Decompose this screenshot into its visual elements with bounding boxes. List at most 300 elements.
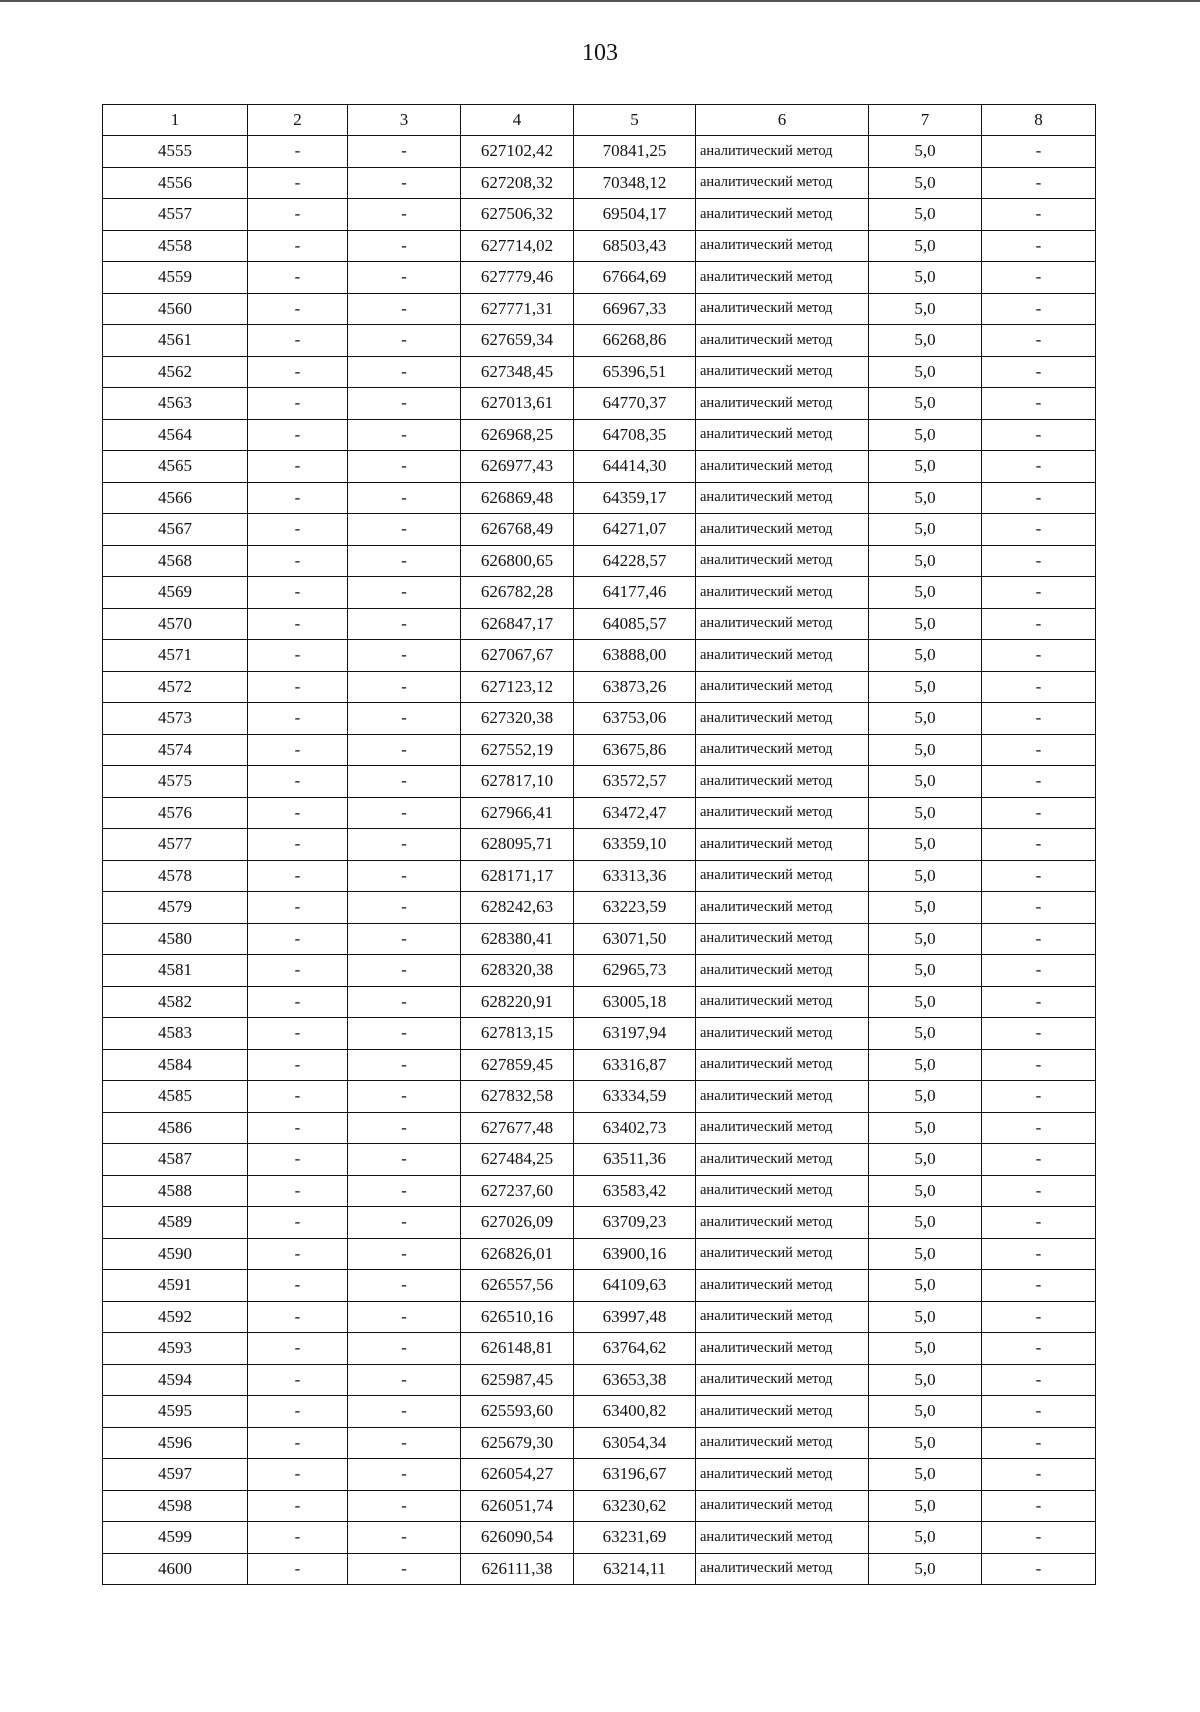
cell-col-2: - [248,482,348,514]
cell-coord-y: 66967,33 [574,293,696,325]
cell-col-3: - [348,514,461,546]
cell-accuracy: 5,0 [869,703,982,735]
cell-coord-y: 63997,48 [574,1301,696,1333]
cell-col-8: - [982,608,1096,640]
cell-col-2: - [248,1459,348,1491]
cell-method: аналитический метод [696,1238,869,1270]
cell-col-3: - [348,577,461,609]
cell-accuracy: 5,0 [869,608,982,640]
cell-col-8: - [982,1049,1096,1081]
cell-coord-y: 63223,59 [574,892,696,924]
cell-col-8: - [982,1553,1096,1585]
table-row [103,1112,1096,1144]
cell-col-2: - [248,514,348,546]
cell-accuracy: 5,0 [869,545,982,577]
cell-col-8: - [982,703,1096,735]
cell-method: аналитический метод [696,892,869,924]
cell-accuracy: 5,0 [869,923,982,955]
cell-col-2: - [248,577,348,609]
table-row [103,167,1096,199]
cell-point-number: 4599 [103,1522,248,1554]
cell-method: аналитический метод [696,1396,869,1428]
cell-coord-y: 63653,38 [574,1364,696,1396]
cell-method: аналитический метод [696,167,869,199]
cell-col-3: - [348,986,461,1018]
cell-coord-x: 626051,74 [461,1490,574,1522]
cell-method: аналитический метод [696,703,869,735]
cell-col-2: - [248,671,348,703]
table-row [103,1459,1096,1491]
cell-point-number: 4583 [103,1018,248,1050]
cell-col-2: - [248,640,348,672]
cell-point-number: 4558 [103,230,248,262]
cell-col-8: - [982,577,1096,609]
cell-col-2: - [248,451,348,483]
cell-col-3: - [348,199,461,231]
cell-col-3: - [348,1081,461,1113]
table-row [103,230,1096,262]
cell-method: аналитический метод [696,1364,869,1396]
cell-coord-y: 63005,18 [574,986,696,1018]
cell-method: аналитический метод [696,671,869,703]
cell-point-number: 4592 [103,1301,248,1333]
cell-coord-x: 628095,71 [461,829,574,861]
cell-coord-x: 627123,12 [461,671,574,703]
table-row [103,797,1096,829]
cell-point-number: 4594 [103,1364,248,1396]
cell-col-2: - [248,1522,348,1554]
cell-point-number: 4578 [103,860,248,892]
table-row [103,514,1096,546]
cell-col-3: - [348,1553,461,1585]
cell-point-number: 4587 [103,1144,248,1176]
table-row [103,766,1096,798]
cell-coord-x: 626847,17 [461,608,574,640]
cell-col-8: - [982,1364,1096,1396]
cell-col-3: - [348,262,461,294]
cell-coord-x: 627714,02 [461,230,574,262]
cell-coord-x: 626826,01 [461,1238,574,1270]
cell-col-8: - [982,325,1096,357]
cell-accuracy: 5,0 [869,262,982,294]
cell-col-2: - [248,1333,348,1365]
cell-point-number: 4595 [103,1396,248,1428]
cell-col-3: - [348,136,461,168]
cell-coord-y: 64359,17 [574,482,696,514]
cell-method: аналитический метод [696,1459,869,1491]
table-row [103,199,1096,231]
cell-coord-y: 69504,17 [574,199,696,231]
cell-col-8: - [982,199,1096,231]
cell-point-number: 4590 [103,1238,248,1270]
cell-col-8: - [982,1333,1096,1365]
cell-coord-y: 63873,26 [574,671,696,703]
table-row [103,1364,1096,1396]
cell-method: аналитический метод [696,577,869,609]
cell-coord-x: 627320,38 [461,703,574,735]
cell-col-2: - [248,923,348,955]
cell-coord-y: 63313,36 [574,860,696,892]
cell-accuracy: 5,0 [869,1396,982,1428]
cell-method: аналитический метод [696,860,869,892]
cell-col-3: - [348,1238,461,1270]
cell-accuracy: 5,0 [869,1112,982,1144]
table-row [103,1049,1096,1081]
cell-accuracy: 5,0 [869,1490,982,1522]
cell-col-2: - [248,860,348,892]
cell-method: аналитический метод [696,136,869,168]
cell-coord-x: 628320,38 [461,955,574,987]
cell-point-number: 4559 [103,262,248,294]
cell-col-3: - [348,419,461,451]
cell-accuracy: 5,0 [869,829,982,861]
cell-coord-x: 627237,60 [461,1175,574,1207]
cell-coord-x: 627779,46 [461,262,574,294]
cell-point-number: 4580 [103,923,248,955]
cell-col-3: - [348,1144,461,1176]
cell-col-2: - [248,1490,348,1522]
table-row [103,986,1096,1018]
cell-method: аналитический метод [696,1490,869,1522]
cell-point-number: 4600 [103,1553,248,1585]
cell-col-8: - [982,262,1096,294]
table-row [103,1396,1096,1428]
cell-accuracy: 5,0 [869,482,982,514]
cell-col-8: - [982,356,1096,388]
cell-coord-y: 63888,00 [574,640,696,672]
cell-col-2: - [248,797,348,829]
cell-accuracy: 5,0 [869,986,982,1018]
cell-col-2: - [248,986,348,1018]
cell-coord-x: 626510,16 [461,1301,574,1333]
cell-coord-x: 626557,56 [461,1270,574,1302]
column-header-8: 8 [982,105,1096,136]
column-header-3: 3 [348,105,461,136]
cell-point-number: 4572 [103,671,248,703]
cell-col-3: - [348,671,461,703]
cell-col-8: - [982,986,1096,1018]
cell-coord-y: 63675,86 [574,734,696,766]
cell-method: аналитический метод [696,1553,869,1585]
table-row [103,1018,1096,1050]
cell-col-8: - [982,734,1096,766]
cell-coord-x: 626968,25 [461,419,574,451]
cell-coord-y: 63402,73 [574,1112,696,1144]
page-number: 103 [582,40,618,66]
cell-col-2: - [248,734,348,766]
cell-coord-y: 63900,16 [574,1238,696,1270]
cell-coord-y: 63197,94 [574,1018,696,1050]
cell-col-2: - [248,1112,348,1144]
cell-coord-y: 63764,62 [574,1333,696,1365]
cell-col-2: - [248,1301,348,1333]
cell-col-3: - [348,1207,461,1239]
cell-accuracy: 5,0 [869,136,982,168]
cell-coord-y: 65396,51 [574,356,696,388]
cell-coord-y: 63054,34 [574,1427,696,1459]
table-row [103,262,1096,294]
cell-coord-x: 627771,31 [461,293,574,325]
table-row [103,1175,1096,1207]
cell-method: аналитический метод [696,388,869,420]
cell-col-3: - [348,388,461,420]
cell-method: аналитический метод [696,1270,869,1302]
cell-point-number: 4560 [103,293,248,325]
cell-col-8: - [982,766,1096,798]
cell-accuracy: 5,0 [869,199,982,231]
cell-col-2: - [248,1049,348,1081]
table-row [103,703,1096,735]
cell-accuracy: 5,0 [869,1207,982,1239]
cell-col-8: - [982,671,1096,703]
cell-accuracy: 5,0 [869,1522,982,1554]
cell-col-8: - [982,419,1096,451]
table-row [103,419,1096,451]
cell-coord-y: 64177,46 [574,577,696,609]
cell-coord-y: 63071,50 [574,923,696,955]
cell-coord-x: 627677,48 [461,1112,574,1144]
cell-point-number: 4575 [103,766,248,798]
cell-coord-x: 627966,41 [461,797,574,829]
cell-coord-y: 70841,25 [574,136,696,168]
table-row [103,1144,1096,1176]
cell-accuracy: 5,0 [869,1049,982,1081]
cell-col-2: - [248,1270,348,1302]
table-row [103,293,1096,325]
cell-col-8: - [982,293,1096,325]
cell-accuracy: 5,0 [869,1553,982,1585]
cell-coord-x: 626090,54 [461,1522,574,1554]
table-row [103,1333,1096,1365]
cell-col-2: - [248,419,348,451]
cell-coord-x: 626768,49 [461,514,574,546]
table-body [103,136,1096,1585]
cell-method: аналитический метод [696,293,869,325]
cell-method: аналитический метод [696,325,869,357]
cell-col-3: - [348,545,461,577]
column-header-4: 4 [461,105,574,136]
table-row [103,545,1096,577]
cell-col-3: - [348,230,461,262]
table-row [103,734,1096,766]
cell-coord-x: 626054,27 [461,1459,574,1491]
cell-col-3: - [348,1364,461,1396]
cell-accuracy: 5,0 [869,388,982,420]
cell-point-number: 4565 [103,451,248,483]
cell-col-8: - [982,1175,1096,1207]
cell-method: аналитический метод [696,1175,869,1207]
cell-col-3: - [348,1175,461,1207]
cell-col-8: - [982,545,1096,577]
table-row [103,1553,1096,1585]
table-row [103,829,1096,861]
cell-col-3: - [348,892,461,924]
cell-method: аналитический метод [696,262,869,294]
cell-accuracy: 5,0 [869,356,982,388]
table-row [103,1301,1096,1333]
cell-point-number: 4561 [103,325,248,357]
table-row [103,388,1096,420]
cell-accuracy: 5,0 [869,167,982,199]
cell-col-8: - [982,923,1096,955]
cell-coord-y: 63572,57 [574,766,696,798]
cell-method: аналитический метод [696,514,869,546]
cell-col-3: - [348,1270,461,1302]
cell-accuracy: 5,0 [869,419,982,451]
cell-point-number: 4563 [103,388,248,420]
cell-coord-x: 627013,61 [461,388,574,420]
cell-col-2: - [248,892,348,924]
cell-method: аналитический метод [696,1049,869,1081]
cell-col-3: - [348,1396,461,1428]
cell-coord-x: 627552,19 [461,734,574,766]
cell-accuracy: 5,0 [869,1175,982,1207]
cell-col-2: - [248,608,348,640]
cell-col-2: - [248,1364,348,1396]
table-row [103,955,1096,987]
cell-accuracy: 5,0 [869,293,982,325]
cell-accuracy: 5,0 [869,230,982,262]
cell-col-8: - [982,1144,1096,1176]
cell-point-number: 4574 [103,734,248,766]
column-header-6: 6 [696,105,869,136]
cell-method: аналитический метод [696,1333,869,1365]
cell-point-number: 4593 [103,1333,248,1365]
cell-coord-x: 626782,28 [461,577,574,609]
cell-col-8: - [982,514,1096,546]
cell-col-3: - [348,1112,461,1144]
cell-col-3: - [348,1427,461,1459]
cell-col-8: - [982,1396,1096,1428]
cell-accuracy: 5,0 [869,766,982,798]
cell-method: аналитический метод [696,1018,869,1050]
cell-coord-x: 627208,32 [461,167,574,199]
cell-method: аналитический метод [696,199,869,231]
cell-coord-y: 63472,47 [574,797,696,829]
cell-coord-y: 68503,43 [574,230,696,262]
cell-accuracy: 5,0 [869,1364,982,1396]
cell-point-number: 4598 [103,1490,248,1522]
cell-col-2: - [248,293,348,325]
cell-col-2: - [248,1396,348,1428]
cell-col-8: - [982,1238,1096,1270]
cell-col-8: - [982,1301,1096,1333]
cell-accuracy: 5,0 [869,514,982,546]
cell-col-8: - [982,1270,1096,1302]
cell-method: аналитический метод [696,608,869,640]
cell-col-8: - [982,1207,1096,1239]
cell-accuracy: 5,0 [869,1270,982,1302]
cell-coord-x: 628242,63 [461,892,574,924]
cell-coord-x: 627817,10 [461,766,574,798]
cell-col-2: - [248,325,348,357]
cell-coord-x: 628380,41 [461,923,574,955]
cell-col-3: - [348,1522,461,1554]
cell-col-3: - [348,325,461,357]
cell-coord-y: 63709,23 [574,1207,696,1239]
cell-accuracy: 5,0 [869,325,982,357]
cell-coord-x: 627859,45 [461,1049,574,1081]
table-header-row [103,105,1096,136]
cell-col-3: - [348,293,461,325]
cell-method: аналитический метод [696,482,869,514]
cell-coord-y: 64708,35 [574,419,696,451]
cell-coord-x: 626977,43 [461,451,574,483]
cell-point-number: 4557 [103,199,248,231]
cell-accuracy: 5,0 [869,955,982,987]
cell-coord-x: 625987,45 [461,1364,574,1396]
cell-coord-x: 625593,60 [461,1396,574,1428]
cell-point-number: 4555 [103,136,248,168]
cell-col-3: - [348,923,461,955]
cell-accuracy: 5,0 [869,1301,982,1333]
cell-col-8: - [982,451,1096,483]
table-row [103,577,1096,609]
cell-coord-x: 626869,48 [461,482,574,514]
cell-method: аналитический метод [696,230,869,262]
cell-point-number: 4589 [103,1207,248,1239]
cell-accuracy: 5,0 [869,671,982,703]
cell-col-2: - [248,766,348,798]
cell-col-3: - [348,167,461,199]
cell-col-2: - [248,703,348,735]
cell-col-8: - [982,1018,1096,1050]
cell-col-8: - [982,482,1096,514]
cell-col-3: - [348,482,461,514]
cell-method: аналитический метод [696,797,869,829]
table-row [103,1207,1096,1239]
table-row [103,451,1096,483]
table-row [103,325,1096,357]
cell-point-number: 4566 [103,482,248,514]
table-row [103,1522,1096,1554]
cell-coord-x: 628220,91 [461,986,574,1018]
cell-col-3: - [348,766,461,798]
cell-coord-x: 627484,25 [461,1144,574,1176]
cell-col-2: - [248,955,348,987]
cell-coord-x: 627067,67 [461,640,574,672]
table-row [103,892,1096,924]
cell-coord-y: 63334,59 [574,1081,696,1113]
cell-col-2: - [248,356,348,388]
cell-method: аналитический метод [696,1522,869,1554]
cell-coord-y: 63511,36 [574,1144,696,1176]
table-row [103,1081,1096,1113]
cell-coord-y: 70348,12 [574,167,696,199]
cell-coord-x: 627026,09 [461,1207,574,1239]
cell-coord-y: 64085,57 [574,608,696,640]
cell-col-8: - [982,167,1096,199]
cell-method: аналитический метод [696,451,869,483]
cell-col-2: - [248,167,348,199]
cell-col-8: - [982,1081,1096,1113]
cell-point-number: 4562 [103,356,248,388]
table-row [103,1270,1096,1302]
column-header-2: 2 [248,105,348,136]
cell-col-2: - [248,1175,348,1207]
cell-accuracy: 5,0 [869,797,982,829]
cell-accuracy: 5,0 [869,892,982,924]
cell-method: аналитический метод [696,766,869,798]
cell-col-8: - [982,136,1096,168]
cell-col-3: - [348,1049,461,1081]
cell-col-8: - [982,955,1096,987]
cell-point-number: 4570 [103,608,248,640]
cell-col-8: - [982,388,1096,420]
cell-col-3: - [348,829,461,861]
cell-col-2: - [248,1144,348,1176]
cell-col-2: - [248,1238,348,1270]
